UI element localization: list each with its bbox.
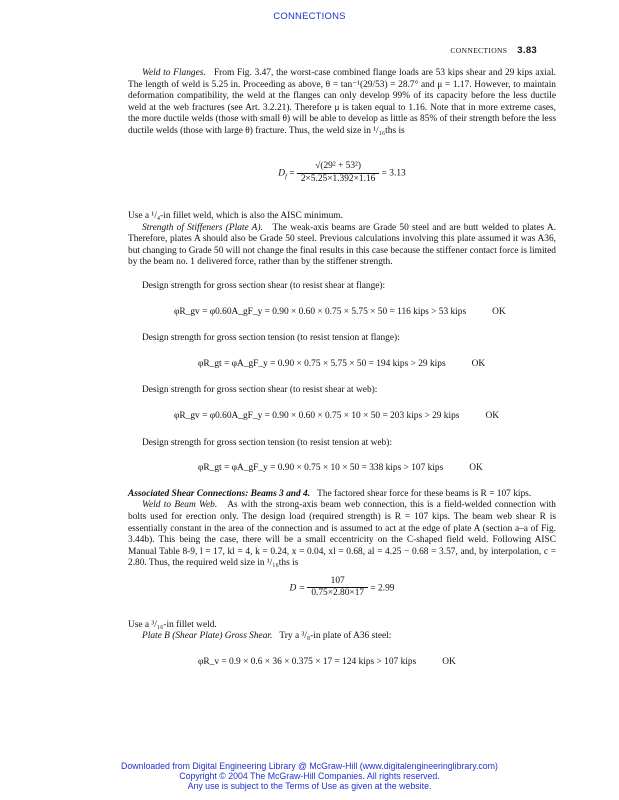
weld-web-paragraph xyxy=(128,500,556,570)
check-formula-1 xyxy=(128,307,556,319)
running-head xyxy=(450,45,537,56)
check-intro-2: Design strength for gross section tension (to resist tension at flange): xyxy=(142,333,400,344)
check-formula-2-text: φR_gt = φA_gF_y = 0.90 × 0.75 × 5.75 × 50 = 194 kips > 29 kips xyxy=(198,358,446,369)
equation-d-denominator: 0.75×2.80×17 xyxy=(311,588,365,599)
assoc-heading: Associated Shear Connections: Beams 3 and 4. xyxy=(128,488,311,499)
check-formula-3-text: φR_gv = φ0.60A_gF_y = 0.90 × 0.60 × 0.75 × 10 × 50 = 203 kips > 29 kips xyxy=(174,410,460,421)
weld-web-text: As with the strong-axis beam web connection, this is a field-welded connection with bolts used for erection only. The design load (required strength) is R = 107 kips. The beam web shear R is essentially constant in the area of the connection and is assumed to act at the edge of plate A (section a–a of Fig. 3.44b). This being the case, there will be a small eccentricity on the C-shaped field weld. Following AISC Manual Table 8-9, l = 17, kl = 4, k = 0.24, x = 0.04, xl = 0.68, al = 4.25 − 0.68 = 3.57, and, by interpolation, c = 2.80. Thus, the required weld size in ¹/₁₆ths is xyxy=(128,500,556,569)
check-formula-2 xyxy=(128,359,556,371)
assoc-paragraph xyxy=(128,489,556,501)
equation-df-numerator: √(29² + 53²) xyxy=(297,161,379,174)
equation-d-lhs: D = xyxy=(289,583,305,594)
page-number: 3.83 xyxy=(517,45,537,56)
stiffeners-paragraph xyxy=(128,223,556,269)
check-status-3: OK xyxy=(485,410,499,421)
fillet-weld-note-2: Use a ³/₁₆-in fillet weld. xyxy=(128,619,217,630)
equation-d-numerator: 107 xyxy=(307,576,368,589)
top-banner: CONNECTIONS xyxy=(273,11,346,22)
final-check-status: OK xyxy=(442,657,456,668)
page-body xyxy=(128,68,556,669)
check-intro-3: Design strength for gross section shear (to resist shear at web): xyxy=(142,385,378,396)
footer-terms-line[interactable]: Any use is subject to the Terms of Use as given at the website. xyxy=(187,781,432,792)
equation-df-result: = 3.13 xyxy=(381,168,406,179)
plate-b-paragraph xyxy=(128,631,556,643)
assoc-text: The factored shear force for these beams is R = 107 kips. xyxy=(317,488,532,499)
check-intro-4: Design strength for gross section tension (to resist tension at web): xyxy=(142,437,392,448)
equation-df-denominator: 2×5.25×1.392×1.16 xyxy=(300,173,376,184)
stiffeners-text: The weak-axis beams are Grade 50 steel and are butt welded to plates A. Therefore, plates A should also be Grade 50 steel. Previous calculations involving this plate assumed it was A36, but changing to Grade 50 will not change the final results in this case because the stiffener contact force is limited by the beam no. 1 delivered force, rather than by the stiffener strength. xyxy=(128,222,557,268)
check-formula-3 xyxy=(128,411,556,423)
running-head-section: CONNECTIONS xyxy=(450,46,508,55)
check-status-2: OK xyxy=(471,358,486,369)
footer xyxy=(0,761,619,792)
weld-web-heading: Weld to Beam Web. xyxy=(142,500,218,511)
check-formula-1-text: φR_gv = φ0.60A_gF_y = 0.90 × 0.60 × 0.75 × 5.75 × 50 = 116 kips > 53 kips xyxy=(174,306,467,317)
weld-flanges-paragraph xyxy=(128,68,556,161)
check-status-1: OK xyxy=(492,306,506,317)
equation-df-subscript: f xyxy=(285,173,287,181)
check-status-4: OK xyxy=(469,463,483,474)
final-check-formula xyxy=(128,657,556,669)
plate-b-heading: Plate B (Shear Plate) Gross Shear. xyxy=(142,631,273,642)
equation-d-fraction xyxy=(307,576,368,600)
fillet-weld-note: Use a ¹/₄-in fillet weld, which is also the AISC minimum. xyxy=(128,211,343,221)
weld-flanges-text: From Fig. 3.47, the worst-case combined flange loads are 53 kips shear and 29 kips axial. The length of weld is 5.25 in. Proceeding as above, θ = tan⁻¹(29/53) = 28.7° and μ = 1.17. However, to maintain deformation compatibility, the weld at the flanges can only develop 99% of its capacity before the less ductile weld at the web fractures (see Art. 3.2.21). Therefore μ is taken equal to 1.16. Note that in more extreme cases, the more ductile welds (those with small θ) will be able to develop as little as 85% of their strength before the less ductile welds (those with large θ) fracture. Thus, the weld size in ¹/₁₆ths is xyxy=(128,68,556,136)
final-check-formula-text: φR_v = 0.9 × 0.6 × 36 × 0.375 × 17 = 124 kips > 107 kips xyxy=(198,657,417,668)
equation-df-fraction xyxy=(297,161,379,185)
equation-df-lhs: D xyxy=(278,168,286,179)
stiffeners-heading: Strength of Stiffeners (Plate A). xyxy=(142,222,263,233)
check-formula-4-text: φR_gt = φA_gF_y = 0.90 × 0.75 × 10 × 50 = 338 kips > 107 kips xyxy=(198,463,444,474)
equation-d xyxy=(128,576,556,620)
weld-flanges-heading: Weld to Flanges. xyxy=(142,68,206,78)
check-intro-1: Design strength for gross section shear (to resist shear at flange): xyxy=(142,280,386,291)
plate-b-text: Try a ³/₈-in plate of A36 steel: xyxy=(279,631,392,642)
footer-copyright-line: Copyright © 2004 The McGraw-Hill Companies. All rights reserved. xyxy=(179,771,440,782)
equation-df: $D_f$ = $\frac{\text{√(29² + 53²)}}{2\times 5.25\times 1.392\times 1.16}$ = 3.13 xyxy=(278,161,406,184)
check-formula-4 xyxy=(128,463,556,475)
equation-d-result: = 2.99 xyxy=(370,583,395,594)
footer-download-line[interactable]: Downloaded from Digital Engineering Library @ McGraw-Hill (www.digitalengineeringlibrary.com) xyxy=(121,761,498,771)
